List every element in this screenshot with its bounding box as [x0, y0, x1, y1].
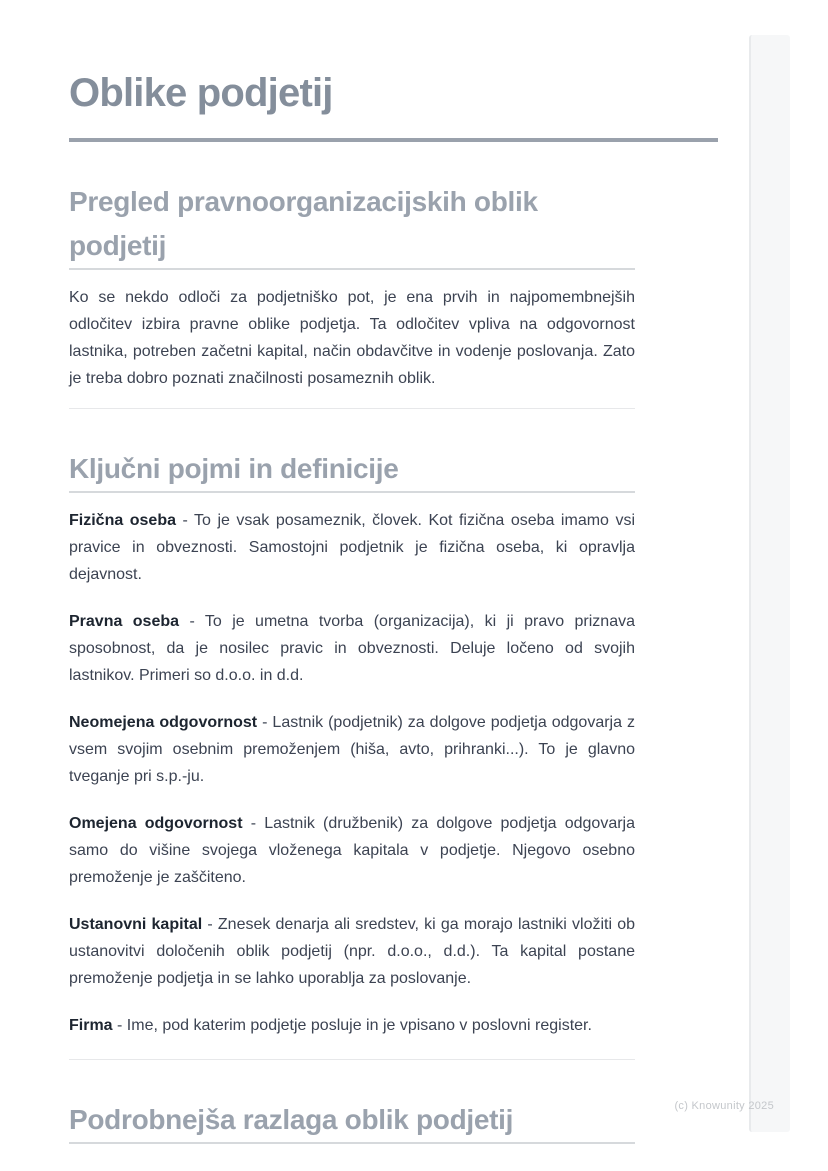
- page-edge-strip: [749, 35, 790, 1132]
- intro-paragraph: Ko se nekdo odloči za podjetniško pot, je ena prvih in najpomembnejših odločitev izbira pravne oblike podjetja. Ta odločitev vpliva na odgovornost lastnika, potreben začetni kapital, način obdavčitve in vodenje poslovanja. Zato je treba dobro poznati značilnosti posameznih oblik.: [69, 289, 635, 387]
- heading-rule: [69, 268, 635, 270]
- heading-rule: [69, 491, 635, 493]
- term-neomejena-odgovornost: Neomejena odgovornost: [69, 714, 258, 731]
- term-fizicna-oseba: Fizična oseba: [69, 512, 176, 529]
- title-rule: [69, 138, 718, 142]
- term-pravna-oseba: Pravna oseba: [69, 613, 180, 630]
- definition-text: - Znesek denarja ali sredstev, ki ga morajo lastniki vložiti ob ustanovitvi določenih oblik podjetij (npr. d.o.o., d.d.). Ta kapital postane premoženje podjetja in se lahko uporablja za poslovanje.: [69, 916, 635, 987]
- definition-text: - Lastnik (podjetnik) za dolgove podjetja odgovarja z vsem svojim osebnim premoženjem (hiša, avto, prihranki...). To je glavno tveganje pri s.p.-ju.: [69, 714, 635, 785]
- definition-text: - To je vsak posameznik, človek. Kot fizična oseba imamo vsi pravice in obveznosti. Samostojni podjetnik je fizična oseba, ki opravlja dejavnost.: [69, 512, 635, 583]
- term-firma: Firma: [69, 1017, 113, 1034]
- section-divider: [69, 408, 635, 409]
- section-heading-overview: Pregled pravnoorganizacijskih oblik podjetij: [69, 186, 538, 261]
- section-heading-detail: Podrobnejša razlaga oblik podjetij: [69, 1104, 514, 1135]
- page-title: Oblike podjetij: [69, 71, 333, 115]
- heading-rule: [69, 1142, 635, 1144]
- definition-text: - Lastnik (družbenik) za dolgove podjetja odgovarja samo do višine svojega vloženega kapitala v podjetje. Njegovo osebno premoženje je zaščiteno.: [69, 815, 636, 886]
- definition-text: - Ime, pod katerim podjetje posluje in je vpisano v poslovni register.: [112, 1017, 592, 1034]
- definition-paragraph: [69, 810, 635, 891]
- definition-paragraph: [69, 1012, 635, 1039]
- term-omejena-odgovornost: Omejena odgovornost: [69, 815, 243, 832]
- definition-paragraph: [69, 608, 635, 689]
- section-divider: [69, 1059, 635, 1060]
- section-heading-key-terms: Ključni pojmi in definicije: [69, 453, 399, 484]
- definition-paragraph: [69, 507, 635, 588]
- definition-paragraph: [69, 911, 635, 992]
- definition-text: - To je umetna tvorba (organizacija), ki ji pravo priznava sposobnost, da je nosilec pravic in obveznosti. Deluje ločeno od svojih lastnikov. Primeri so d.o.o. in d.d.: [69, 613, 636, 684]
- term-ustanovni-kapital: Ustanovni kapital: [69, 916, 203, 933]
- definition-paragraph: [69, 709, 635, 790]
- document-page: [69, 0, 635, 1144]
- copyright-watermark: (c) Knowunity 2025: [674, 1100, 774, 1112]
